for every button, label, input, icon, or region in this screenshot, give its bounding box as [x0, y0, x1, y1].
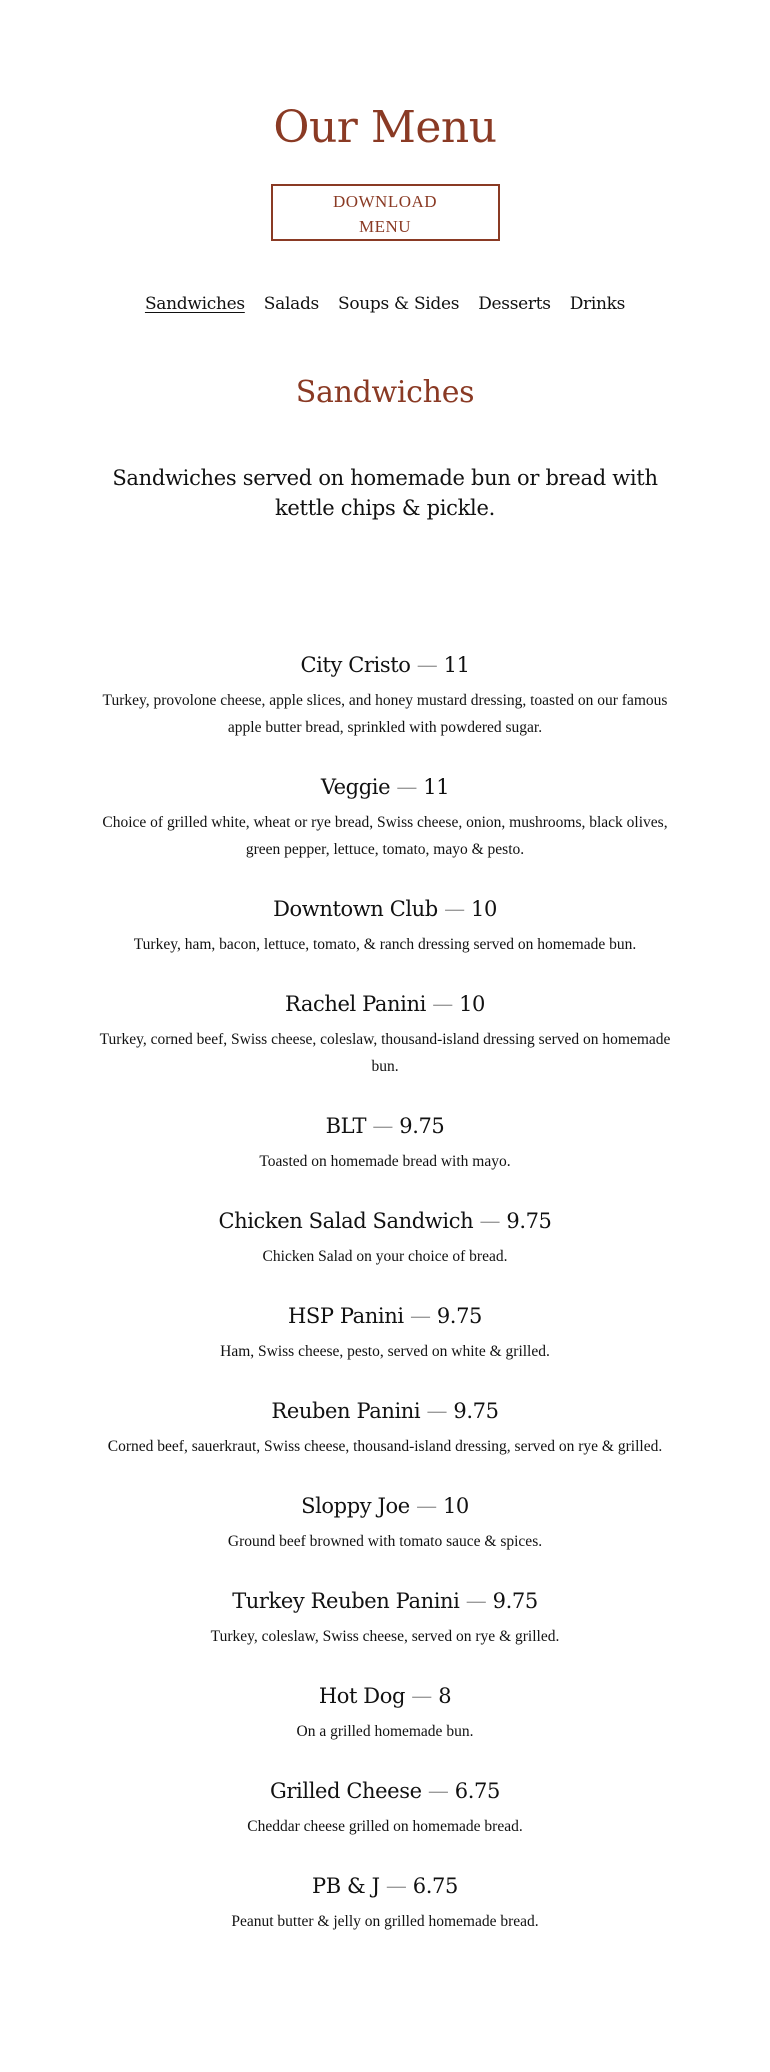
menu-item-description: Toasted on homemade bread with mayo.	[259, 1153, 511, 1170]
menu-item	[90, 1207, 680, 1270]
price-separator: —	[410, 653, 444, 677]
menu-item	[90, 773, 680, 863]
menu-item-description: Ham, Swiss cheese, pesto, served on white & grilled.	[220, 1343, 550, 1360]
menu-item-description: Turkey, provolone cheese, apple slices, and honey mustard dressing, toasted on our famous apple butter bread, sprinkled with powdered sugar.	[102, 692, 668, 736]
menu-item-description: Corned beef, sauerkraut, Swiss cheese, thousand-island dressing, served on rye & grilled.	[107, 1438, 663, 1455]
menu-item	[90, 1777, 680, 1840]
menu-item-description: Choice of grilled white, wheat or rye bread, Swiss cheese, onion, mushrooms, black olives, green pepper, lettuce, tomato, mayo & pesto.	[102, 814, 668, 858]
menu-item-title	[90, 1207, 680, 1235]
menu-item-price: 9.75	[399, 1114, 445, 1138]
price-separator: —	[366, 1114, 400, 1138]
menu-item-price: 11	[443, 653, 470, 677]
tab-drinks[interactable]: Drinks	[569, 294, 626, 314]
section-title: Sandwiches	[295, 375, 475, 410]
menu-item-title	[90, 990, 680, 1018]
menu-item	[90, 651, 680, 741]
menu-item	[90, 1397, 680, 1460]
menu-item-name: BLT	[325, 1114, 367, 1138]
menu-item-price: 9.75	[506, 1209, 552, 1233]
menu-item-name: City Cristo	[300, 653, 411, 677]
tab-salads[interactable]: Salads	[263, 294, 319, 314]
menu-item-price: 9.75	[453, 1399, 499, 1423]
menu-item-name: Reuben Panini	[271, 1399, 421, 1423]
menu-item-name: Turkey Reuben Panini	[232, 1589, 460, 1613]
menu-item-name: Rachel Panini	[285, 992, 426, 1016]
menu-item-title	[90, 773, 680, 801]
menu-item-description: Chicken Salad on your choice of bread.	[262, 1248, 508, 1265]
price-separator: —	[473, 1209, 507, 1233]
menu-item-description: Turkey, corned beef, Swiss cheese, coleslaw, thousand-island dressing served on homemade bun.	[99, 1031, 671, 1075]
price-separator: —	[425, 992, 460, 1016]
menu-item-title	[90, 1777, 680, 1805]
menu-item	[90, 990, 680, 1080]
menu-item-title	[90, 1587, 680, 1615]
menu-item	[90, 895, 680, 958]
menu-item-title	[90, 1397, 680, 1425]
price-separator: —	[390, 775, 424, 799]
menu-item-name: Hot Dog	[318, 1684, 406, 1708]
menu-items-list	[0, 651, 770, 1935]
menu-item	[90, 1682, 680, 1745]
price-separator: —	[403, 1304, 437, 1328]
menu-item	[90, 1112, 680, 1175]
menu-item-name: Veggie	[320, 775, 391, 799]
menu-item	[90, 1872, 680, 1935]
menu-item-name: Grilled Cheese	[270, 1779, 422, 1803]
menu-item-name: Chicken Salad Sandwich	[218, 1209, 474, 1233]
menu-item-price: 10	[459, 992, 485, 1016]
menu-item-title	[90, 1302, 680, 1330]
menu-item-price: 9.75	[436, 1304, 483, 1328]
price-separator: —	[459, 1589, 493, 1613]
menu-item-price: 10	[471, 897, 497, 921]
price-separator: —	[420, 1399, 454, 1423]
menu-item	[90, 1587, 680, 1650]
menu-item-price: 6.75	[454, 1779, 500, 1803]
price-separator: —	[405, 1684, 439, 1708]
menu-item-description: Ground beef browned with tomato sauce & spices.	[227, 1533, 543, 1550]
menu-item-name: Sloppy Joe	[301, 1494, 410, 1518]
menu-item-description: Turkey, coleslaw, Swiss cheese, served on rye & grilled.	[210, 1628, 560, 1645]
price-separator: —	[379, 1874, 413, 1898]
menu-item-price: 11	[423, 775, 450, 799]
menu-item-description: Turkey, ham, bacon, lettuce, tomato, & ranch dressing served on homemade bun.	[133, 936, 637, 953]
menu-item-name: Downtown Club	[273, 897, 438, 921]
category-nav	[0, 291, 770, 317]
menu-item	[90, 1302, 680, 1365]
menu-item-name: HSP Panini	[287, 1304, 404, 1328]
menu-item-title	[90, 1872, 680, 1900]
menu-item-title	[90, 1492, 680, 1520]
menu-item-price: 10	[442, 1494, 469, 1518]
menu-item-price: 9.75	[492, 1589, 538, 1613]
tab-soups-sides[interactable]: Soups & Sides	[337, 294, 460, 314]
page-title: Our Menu	[273, 102, 497, 153]
price-separator: —	[409, 1494, 443, 1518]
menu-item-price: 8	[438, 1684, 452, 1708]
menu-item-description: On a grilled homemade bun.	[296, 1723, 474, 1740]
menu-item-description: Peanut butter & jelly on grilled homemade bread.	[231, 1913, 539, 1930]
tab-sandwiches[interactable]: Sandwiches	[144, 294, 245, 314]
download-menu-button[interactable]: DOWNLOAD MENU	[271, 184, 500, 241]
section-description: Sandwiches served on homemade bun or bread with kettle chips & pickle.	[112, 466, 658, 520]
menu-item-price: 6.75	[412, 1874, 458, 1898]
menu-item-name: PB & J	[312, 1874, 380, 1898]
price-separator: —	[437, 897, 472, 921]
menu-item-title	[90, 1112, 680, 1140]
menu-item-title	[90, 651, 680, 679]
menu-item-description: Cheddar cheese grilled on homemade bread.	[247, 1818, 523, 1835]
menu-item	[90, 1492, 680, 1555]
menu-item-title	[90, 895, 680, 923]
tab-desserts[interactable]: Desserts	[478, 294, 551, 314]
menu-item-title	[90, 1682, 680, 1710]
price-separator: —	[421, 1779, 455, 1803]
